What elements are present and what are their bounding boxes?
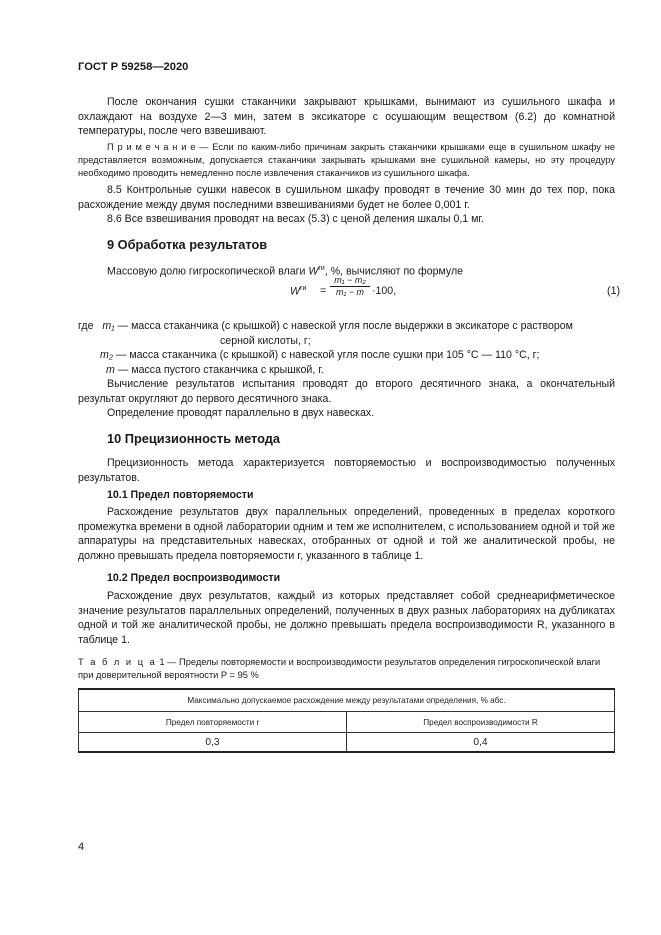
table-1 <box>78 688 615 753</box>
table-row <box>79 733 615 753</box>
page-number: 4 <box>78 841 85 853</box>
subsection-10-2-text: Расхождение двух результатов, каждый из которых представляет собой среднеарифметическое значение результатов параллельных определений, полученных в двух разных лабораториях на дубликатах одной и той же аналитической пробы, не должно превышать предела воспроизводимости R, указанного в таблице 1. <box>78 590 615 646</box>
table-subheader-row <box>79 712 615 733</box>
definition-m1-cont: серной кислоты, г; <box>220 334 311 347</box>
paragraph-8-6: 8.6 Все взвешивания проводят на весах (5.3) с ценой деления шкалы 0,1 мг. <box>107 213 484 225</box>
formula-numerator: m₁ − m₂ <box>330 275 370 287</box>
note-label: П р и м е ч а н и е — <box>107 142 209 152</box>
rounding-paragraph: Вычисление результатов испытания проводят до второго десятичного знака, а окончательный результат округляют до первого десятичного знака. <box>78 378 615 405</box>
formula-number: (1) <box>607 285 620 297</box>
intro-paragraph: После окончания сушки стаканчики закрывают крышками, вынимают из сушильного шкафа и охлаждают на воздухе 2—3 мин, затем в эксикаторе с осушающим веществом (6.2) до комнатной температуры, после чего взвешивают. <box>78 96 615 138</box>
section-10-title: 10 Прецизионность метода <box>107 431 281 446</box>
table-1-caption: Т а б л и ц а 1 — Пределы повторяемости и воспроизводимости результатов определения гигроскопической влаги при доверительной вероятности P = 95 % <box>78 657 601 680</box>
col-reproducibility: Предел воспроизводимости R <box>347 712 615 733</box>
formula-denominator: m₁ − m <box>335 287 365 297</box>
table-header-top: Максимально допускаемое расхождение между результатами определения, % абс. <box>79 689 615 712</box>
table-header-row <box>79 689 615 712</box>
note-block <box>78 141 615 181</box>
subsection-10-2-title: 10.2 Предел воспроизводимости <box>107 572 281 584</box>
value-reproducibility: 0,4 <box>347 733 615 753</box>
definition-m2: m₂ — масса стаканчика (с крышкой) с навеской угля после сушки при 105 °С — 110 °С, г; <box>100 349 540 362</box>
formula-tail: ·100, <box>372 285 397 297</box>
paragraph-8-5: 8.5 Контрольные сушки навесок в сушильном шкафу проводят в течение 30 мин до тех пор, пока расхождение между двумя последними взвешиваниями будет не более 0,001 г. <box>78 184 615 211</box>
value-repeatability: 0,3 <box>79 733 347 753</box>
section-10-intro: Прецизионность метода характеризуется повторяемостью и воспроизводимостью полученных результатов. <box>78 457 615 484</box>
formula-equals: = <box>320 285 327 297</box>
parallel-paragraph: Определение проводят параллельно в двух навесках. <box>107 407 375 419</box>
section-9-title: 9 Обработка результатов <box>107 237 268 252</box>
formula-1 <box>290 275 620 315</box>
formula-fraction <box>330 275 370 297</box>
definition-m1: где m₁ — масса стаканчика (с крышкой) с навеской угля после выдержки в эксикаторе с раствором <box>78 320 573 332</box>
formula-lhs: $W^{ги}$ <box>290 285 307 298</box>
note-text: Если по каким-либо причинам закрыть стаканчики крышками еще в сушильном шкафу не представляется возможным, допускается стаканчики закрывать крышками вне сушильной камеры, но эту процедуру необходимо проводить немедленно после извлечения стаканчиков из сушильного шкафа. <box>78 142 615 179</box>
definition-m: m — масса пустого стаканчика с крышкой, г. <box>106 363 324 376</box>
standard-header: ГОСТ Р 59258—2020 <box>78 61 189 73</box>
subsection-10-1-text: Расхождение результатов двух параллельных определений, проведенных в пределах короткого промежутка времени в одной лаборатории одним и тем же исполнителем, с использованием одной и той же аппаратуры на представительных навесках, отобранных от одной и той же аналитической пробы, не должно превышать предела повторяемости r, указанного в таблице 1. <box>78 506 615 562</box>
col-repeatability: Предел повторяемости r <box>79 712 347 733</box>
definitions-list <box>78 319 618 377</box>
subsection-10-1-title: 10.1 Предел повторяемости <box>107 489 254 501</box>
section-9-lead: Массовую долю гигроскопической влаги $W^{ги}$, %, вычисляют по формуле <box>107 265 464 278</box>
